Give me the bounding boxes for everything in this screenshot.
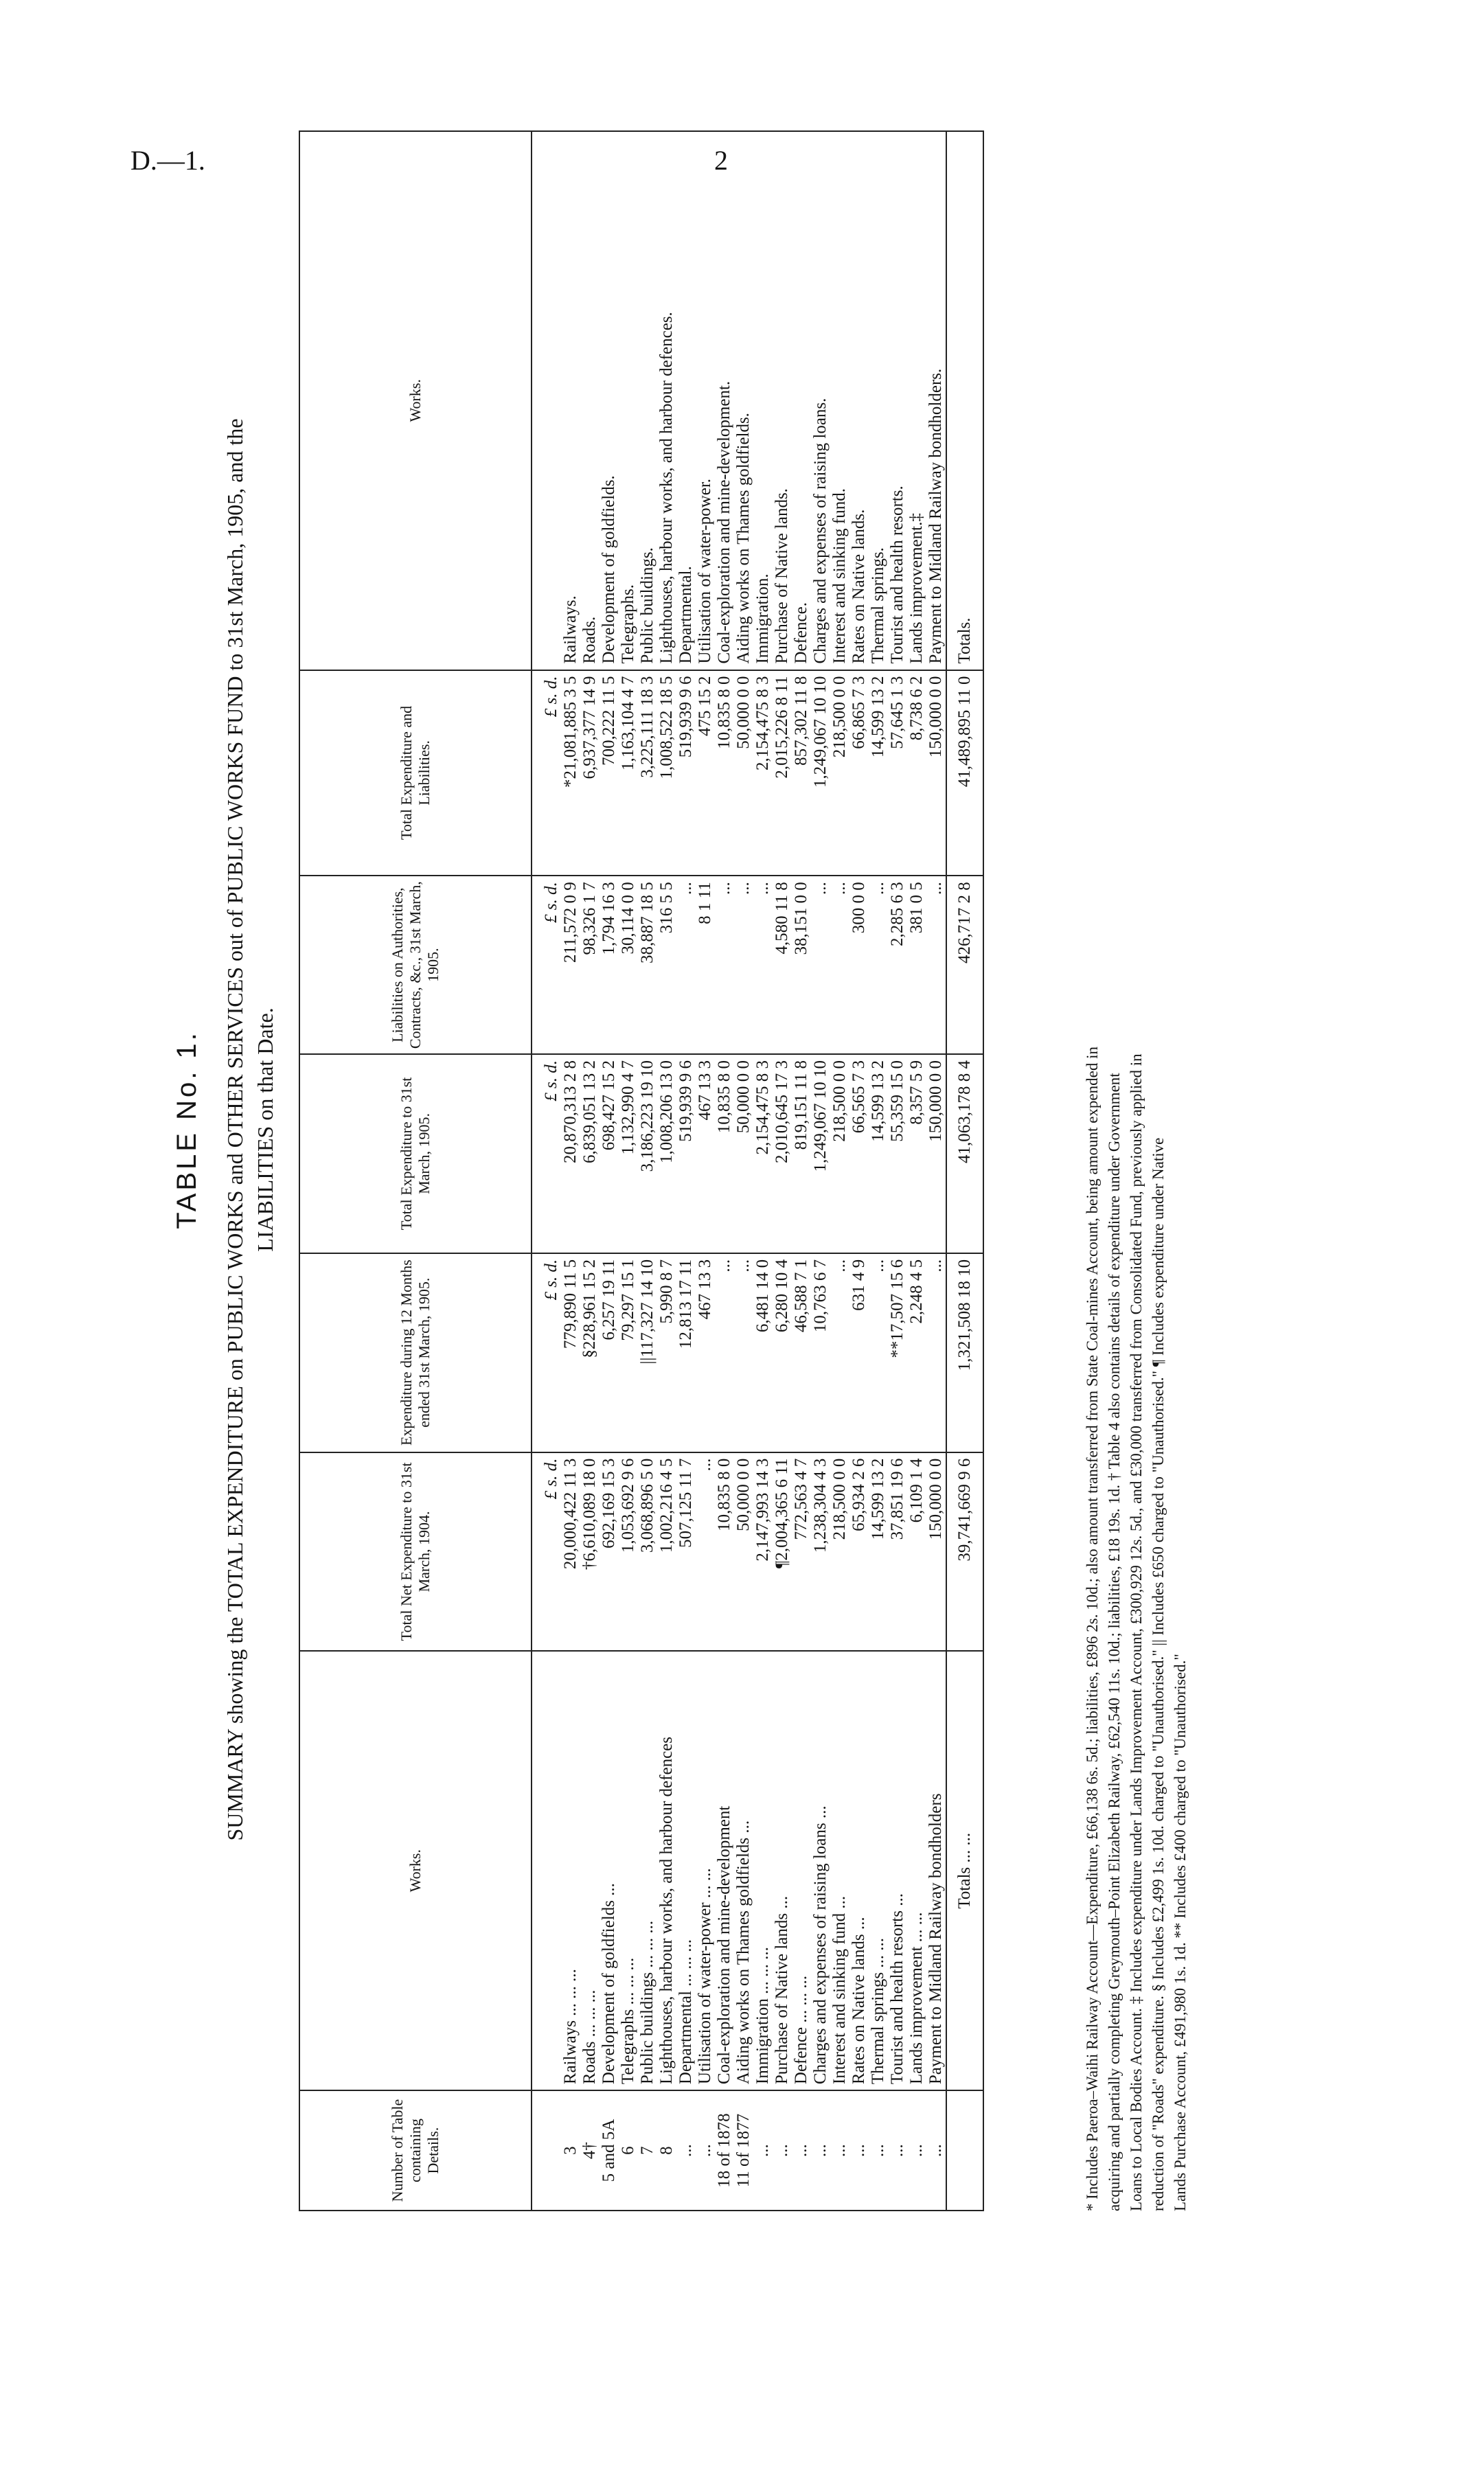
totals-label-right: Totals. [946, 131, 983, 670]
cell-net-expenditure: ... [696, 1452, 715, 1652]
cell-liabilities: 4,580 11 8 [773, 876, 792, 1054]
footnote-line: Loans to Local Bodies Account. ‡ Includes expenditure under Lands Improvement Account, £300,929 12s. 5d., and £30,000 transferred from Consolidated Fund, previously applied in [1128, 1053, 1145, 2211]
cell-works-name-right: Roads. [580, 131, 600, 670]
table-title: TABLE No. 1. [172, 1030, 202, 1229]
cell-total-expenditure-liabilities: 8,738 6 2 [907, 670, 926, 876]
cell-total-expenditure-liabilities: 857,302 11 8 [792, 670, 811, 876]
cell-liabilities: ... [715, 876, 734, 1054]
cell-works-name: Public buildings ... ... ... [638, 1651, 657, 2090]
cell-table-number: 3 [561, 2090, 580, 2211]
cell-expenditure-12-months: 6,280 10 4 [773, 1253, 792, 1452]
cell-works-name-right: Tourist and health resorts. [888, 131, 907, 670]
cell-works-name: Coal-exploration and mine-development [715, 1651, 734, 2090]
table-row [696, 131, 715, 2211]
cell-works-name: Charges and expenses of raising loans ... [811, 1651, 830, 2090]
cell-works-name: Lands improvement ... ... [907, 1651, 926, 2090]
table-row [753, 131, 773, 2211]
cell-total-expenditure-liabilities: 1,163,104 4 7 [619, 670, 638, 876]
report-code: D.—1. [130, 145, 205, 176]
totals-total: 41,063,178 8 4 [946, 1054, 983, 1253]
cell-total-expenditure-liabilities: 700,222 11 5 [600, 670, 619, 876]
cell-table-number: ... [849, 2090, 869, 2211]
cell-total-expenditure: 8,357 5 9 [907, 1054, 926, 1253]
table-row [734, 131, 753, 2211]
cell-liabilities: 211,572 0 9 [561, 876, 580, 1054]
cell-expenditure-12-months: 46,588 7 1 [792, 1253, 811, 1452]
totals-net: 39,741,669 9 6 [946, 1452, 983, 1652]
units-label: £ s. d. [532, 1054, 561, 1253]
table-summary [220, 48, 280, 2211]
cell-total-expenditure: 50,000 0 0 [734, 1054, 753, 1253]
cell-net-expenditure: 50,000 0 0 [734, 1452, 753, 1652]
cell-total-expenditure-liabilities: 57,645 1 3 [888, 670, 907, 876]
cell-liabilities: ... [926, 876, 946, 1054]
cell-expenditure-12-months: §228,961 15 2 [580, 1253, 600, 1452]
units-label: £ s. d. [532, 670, 561, 876]
cell-total-expenditure-liabilities: 66,865 7 3 [849, 670, 869, 876]
cell-total-expenditure-liabilities: 10,835 8 0 [715, 670, 734, 876]
cell-total-expenditure: 150,000 0 0 [926, 1054, 946, 1253]
cell-works-name: Tourist and health resorts ... [888, 1651, 907, 2090]
cell-total-expenditure: 2,154,475 8 3 [753, 1054, 773, 1253]
cell-works-name: Departmental ... ... ... [676, 1651, 696, 2090]
cell-expenditure-12-months: 467 13 3 [696, 1253, 715, 1452]
cell-table-number: ... [753, 2090, 773, 2211]
cell-works-name: Telegraphs ... ... ... [619, 1651, 638, 2090]
rotated-page-body [172, 48, 1408, 2211]
footnotes [1082, 130, 1191, 2211]
cell-works-name-right: Rates on Native lands. [849, 131, 869, 670]
cell-works-name: Defence ... ... ... [792, 1651, 811, 2090]
cell-net-expenditure: †6,610,089 18 0 [580, 1452, 600, 1652]
summary-line-2: LIABILITIES on that Date. [253, 1007, 277, 1252]
footnote-line: acquiring and partially completing Greymouth–Point Elizabeth Railway, £62,540 11s. 10d.; liabilities, £18 19s. 1d. † Table 4 also contains details of expenditure under Government [1106, 1073, 1123, 2211]
cell-liabilities: ... [830, 876, 849, 1054]
table-row [638, 131, 657, 2211]
cell-works-name: Utilisation of water-power ... ... [696, 1651, 715, 2090]
cell-net-expenditure: 1,002,216 4 5 [657, 1452, 676, 1652]
table-row [715, 131, 734, 2211]
cell-works-name-right: Departmental. [676, 131, 696, 670]
cell-expenditure-12-months: 10,763 6 7 [811, 1253, 830, 1452]
cell-table-number: ... [773, 2090, 792, 2211]
cell-works-name-right: Defence. [792, 131, 811, 670]
cell-total-expenditure: 819,151 11 8 [792, 1054, 811, 1253]
cell-total-expenditure: 55,359 15 0 [888, 1054, 907, 1253]
cell-table-number: 5 and 5A [600, 2090, 619, 2211]
cell-table-number: 11 of 1877 [734, 2090, 753, 2211]
cell-table-number: 4† [580, 2090, 600, 2211]
col-header-total-expenditure-1905: Total Expenditure to 31st March, 1905. [299, 1054, 532, 1253]
table-row [869, 131, 888, 2211]
cell-table-number: ... [676, 2090, 696, 2211]
table-row [926, 131, 946, 2211]
cell-works-name-right: Immigration. [753, 131, 773, 670]
cell-works-name-right: Purchase of Native lands. [773, 131, 792, 670]
cell-total-expenditure-liabilities: 14,599 13 2 [869, 670, 888, 876]
cell-table-number: 6 [619, 2090, 638, 2211]
col-header-expenditure-12-months: Expenditure during 12 Months ended 31st March, 1905. [299, 1253, 532, 1452]
cell-liabilities: 381 0 5 [907, 876, 926, 1054]
cell-total-expenditure: 14,599 13 2 [869, 1054, 888, 1253]
cell-total-expenditure: 519,939 9 6 [676, 1054, 696, 1253]
cell-works-name-right: Telegraphs. [619, 131, 638, 670]
cell-total-expenditure-liabilities: 2,015,226 8 11 [773, 670, 792, 876]
cell-works-name: Purchase of Native lands ... [773, 1651, 792, 2090]
cell-total-expenditure-liabilities: 6,937,377 14 9 [580, 670, 600, 876]
cell-works-name-right: Development of goldfields. [600, 131, 619, 670]
cell-works-name-right: Interest and sinking fund. [830, 131, 849, 670]
cell-expenditure-12-months: 779,890 11 5 [561, 1253, 580, 1452]
summary-line-1: SUMMARY showing the TOTAL EXPENDITURE on PUBLIC WORKS and OTHER SERVICES out of PUBLIC WORKS FUND to 31st March, 1905, and the [222, 418, 247, 1841]
cell-net-expenditure: 6,109 1 4 [907, 1452, 926, 1652]
table-row [888, 131, 907, 2211]
cell-works-name-right: Utilisation of water-power. [696, 131, 715, 670]
table-row [561, 131, 580, 2211]
cell-net-expenditure: 218,500 0 0 [830, 1452, 849, 1652]
cell-works-name-right: Lighthouses, harbour works, and harbour defences. [657, 131, 676, 670]
cell-total-expenditure-liabilities: 3,225,111 18 3 [638, 670, 657, 876]
cell-net-expenditure: 772,563 4 7 [792, 1452, 811, 1652]
totals-total-liabilities: 41,489,895 11 0 [946, 670, 983, 876]
cell-net-expenditure: 507,125 11 7 [676, 1452, 696, 1652]
cell-net-expenditure: 20,000,422 11 3 [561, 1452, 580, 1652]
cell-expenditure-12-months: 12,813 17 11 [676, 1253, 696, 1452]
units-label: £ s. d. [532, 1452, 561, 1652]
cell-total-expenditure-liabilities: 519,939 9 6 [676, 670, 696, 876]
cell-total-expenditure-liabilities: 150,000 0 0 [926, 670, 946, 876]
cell-expenditure-12-months: ... [734, 1253, 753, 1452]
cell-table-number: ... [888, 2090, 907, 2211]
cell-total-expenditure: 6,839,051 13 2 [580, 1054, 600, 1253]
totals-label: Totals ... ... [946, 1651, 983, 2090]
cell-net-expenditure: ¶2,004,365 6 11 [773, 1452, 792, 1652]
cell-total-expenditure-liabilities: 50,000 0 0 [734, 670, 753, 876]
cell-expenditure-12-months: 6,481 14 0 [753, 1253, 773, 1452]
totals-row [946, 131, 983, 2211]
cell-net-expenditure: 1,053,692 9 6 [619, 1452, 638, 1652]
cell-expenditure-12-months: ... [869, 1253, 888, 1452]
cell-works-name: Aiding works on Thames goldfields ... [734, 1651, 753, 2090]
cell-table-number: ... [869, 2090, 888, 2211]
cell-liabilities: 316 5 5 [657, 876, 676, 1054]
cell-net-expenditure: 2,147,993 14 3 [753, 1452, 773, 1652]
cell-works-name: Development of goldfields ... [600, 1651, 619, 2090]
cell-table-number: 8 [657, 2090, 676, 2211]
cell-total-expenditure: 1,132,990 4 7 [619, 1054, 638, 1253]
cell-works-name-right: Railways. [561, 131, 580, 670]
cell-total-expenditure: 467 13 3 [696, 1054, 715, 1253]
table-row [811, 131, 830, 2211]
cell-liabilities: 8 1 11 [696, 876, 715, 1054]
cell-net-expenditure: 37,851 19 6 [888, 1452, 907, 1652]
cell-net-expenditure: 14,599 13 2 [869, 1452, 888, 1652]
col-header-table-number: Number of Table containing Details. [299, 2090, 532, 2211]
col-header-total-expenditure-liabilities: Total Expenditure and Liabilities. [299, 670, 532, 876]
cell-works-name: Payment to Midland Railway bondholders [926, 1651, 946, 2090]
table-row [600, 131, 619, 2211]
cell-total-expenditure: 10,835 8 0 [715, 1054, 734, 1253]
table-row [657, 131, 676, 2211]
cell-net-expenditure: 150,000 0 0 [926, 1452, 946, 1652]
cell-works-name-right: Aiding works on Thames goldfields. [734, 131, 753, 670]
cell-total-expenditure: 66,565 7 3 [849, 1054, 869, 1253]
cell-works-name: Thermal springs ... ... [869, 1651, 888, 2090]
header-row [299, 131, 532, 2211]
cell-liabilities: 38,887 18 5 [638, 876, 657, 1054]
cell-liabilities: 1,794 16 3 [600, 876, 619, 1054]
cell-works-name: Immigration ... ... ... [753, 1651, 773, 2090]
table-row [792, 131, 811, 2211]
cell-liabilities: ... [734, 876, 753, 1054]
cell-liabilities: 38,151 0 0 [792, 876, 811, 1054]
cell-liabilities: ... [753, 876, 773, 1054]
cell-total-expenditure: 20,870,313 2 8 [561, 1054, 580, 1253]
table-row [830, 131, 849, 2211]
footnote-line: * Includes Paeroa–Waihi Railway Account—Expenditure, £66,138 6s. 5d.; liabilities, £896 2s. 10d.; also amount transferred from State Coal-mines Account, being amount expended in [1084, 1047, 1101, 2211]
cell-works-name: Roads ... ... ... [580, 1651, 600, 2090]
cell-table-number: ... [696, 2090, 715, 2211]
cell-net-expenditure: 692,169 15 3 [600, 1452, 619, 1652]
cell-works-name: Rates on Native lands ... [849, 1651, 869, 2090]
units-label: £ s. d. [532, 1253, 561, 1452]
col-header-works: Works. [299, 1651, 532, 2090]
cell-liabilities: ... [811, 876, 830, 1054]
footnote-line: Lands Purchase Account, £491,980 1s. 1d. ** Includes £400 charged to "Unauthorised." [1172, 1654, 1189, 2211]
cell-liabilities: 300 0 0 [849, 876, 869, 1054]
cell-liabilities: 30,114 0 0 [619, 876, 638, 1054]
cell-works-name: Interest and sinking fund ... [830, 1651, 849, 2090]
cell-liabilities: ... [869, 876, 888, 1054]
cell-liabilities: 2,285 6 3 [888, 876, 907, 1054]
cell-table-number: ... [830, 2090, 849, 2211]
cell-table-number: ... [792, 2090, 811, 2211]
cell-total-expenditure-liabilities: 475 15 2 [696, 670, 715, 876]
col-header-liabilities: Liabilities on Authorities, Contracts, &c., 31st March, 1905. [299, 876, 532, 1054]
cell-expenditure-12-months: ... [926, 1253, 946, 1452]
cell-works-name-right: Coal-exploration and mine-development. [715, 131, 734, 670]
cell-works-name: Lighthouses, harbour works, and harbour defences [657, 1651, 676, 2090]
cell-works-name: Railways ... ... ... [561, 1651, 580, 2090]
cell-total-expenditure-liabilities: 1,249,067 10 10 [811, 670, 830, 876]
cell-expenditure-12-months: **17,507 15 6 [888, 1253, 907, 1452]
footnote-line: reduction of "Roads" expenditure. § Includes £2,499 1s. 10d. charged to "Unauthorised." || Includes £650 charged to "Unauthorised." ¶ Includes expenditure under Native [1150, 1137, 1167, 2211]
cell-expenditure-12-months: ... [715, 1253, 734, 1452]
page-number: 2 [714, 145, 728, 176]
cell-total-expenditure: 2,010,645 17 3 [773, 1054, 792, 1253]
table-row [849, 131, 869, 2211]
cell-net-expenditure: 65,934 2 6 [849, 1452, 869, 1652]
cell-works-name-right: Payment to Midland Railway bondholders. [926, 131, 946, 670]
cell-expenditure-12-months: 5,990 8 7 [657, 1253, 676, 1452]
cell-table-number: ... [926, 2090, 946, 2211]
totals-exp12: 1,321,508 18 10 [946, 1253, 983, 1452]
cell-total-expenditure: 218,500 0 0 [830, 1054, 849, 1253]
cell-expenditure-12-months: 2,248 4 5 [907, 1253, 926, 1452]
col-header-works-right: Works. [299, 131, 532, 670]
expenditure-table [299, 130, 984, 2211]
cell-total-expenditure: 3,186,223 19 10 [638, 1054, 657, 1253]
totals-liabilities: 426,717 2 8 [946, 876, 983, 1054]
cell-table-number: 7 [638, 2090, 657, 2211]
cell-total-expenditure-liabilities: 218,500 0 0 [830, 670, 849, 876]
table-row [907, 131, 926, 2211]
cell-table-number: 18 of 1878 [715, 2090, 734, 2211]
cell-total-expenditure: 1,249,067 10 10 [811, 1054, 830, 1253]
cell-expenditure-12-months: 79,297 15 1 [619, 1253, 638, 1452]
cell-total-expenditure-liabilities: 1,008,522 18 5 [657, 670, 676, 876]
table-row [773, 131, 792, 2211]
cell-expenditure-12-months: 631 4 9 [849, 1253, 869, 1452]
cell-net-expenditure: 3,068,896 5 0 [638, 1452, 657, 1652]
cell-expenditure-12-months: ||117,327 14 10 [638, 1253, 657, 1452]
units-label: £ s. d. [532, 876, 561, 1054]
cell-liabilities: 98,326 1 7 [580, 876, 600, 1054]
cell-works-name-right: Lands improvement.‡ [907, 131, 926, 670]
cell-works-name-right: Thermal springs. [869, 131, 888, 670]
units-row [532, 131, 561, 2211]
cell-works-name-right: Charges and expenses of raising loans. [811, 131, 830, 670]
table-row [580, 131, 600, 2211]
cell-expenditure-12-months: 6,257 19 11 [600, 1253, 619, 1452]
cell-works-name-right: Public buildings. [638, 131, 657, 670]
cell-total-expenditure-liabilities: *21,081,885 3 5 [561, 670, 580, 876]
cell-total-expenditure: 1,008,206 13 0 [657, 1054, 676, 1253]
col-header-net-expenditure-1904: Total Net Expenditure to 31st March, 1904. [299, 1452, 532, 1652]
cell-table-number: ... [907, 2090, 926, 2211]
cell-total-expenditure: 698,427 15 2 [600, 1054, 619, 1253]
cell-table-number: ... [811, 2090, 830, 2211]
table-row [619, 131, 638, 2211]
cell-total-expenditure-liabilities: 2,154,475 8 3 [753, 670, 773, 876]
cell-net-expenditure: 10,835 8 0 [715, 1452, 734, 1652]
cell-liabilities: ... [676, 876, 696, 1054]
cell-net-expenditure: 1,238,304 4 3 [811, 1452, 830, 1652]
cell-expenditure-12-months: ... [830, 1253, 849, 1452]
table-row [676, 131, 696, 2211]
